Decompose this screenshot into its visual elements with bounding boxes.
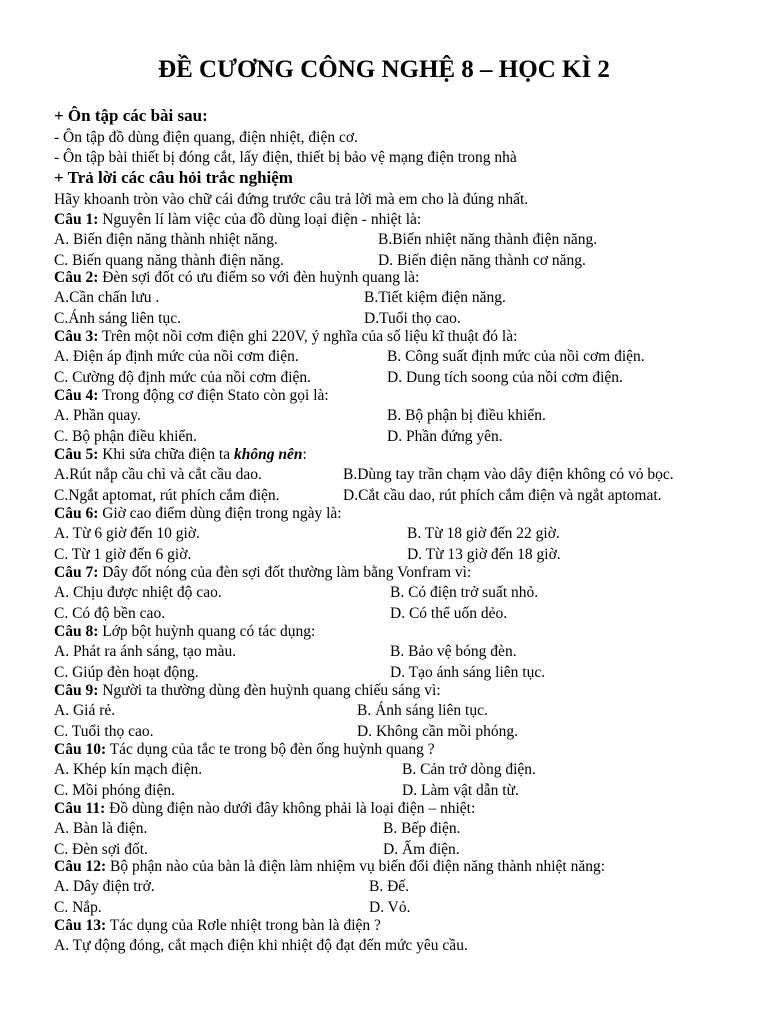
question-text: Khi sửa chữa điện ta [98,446,234,463]
answer-option: D. Ấm điện. [383,841,460,858]
answer-option: C. Từ 1 giờ đến 6 giờ. [54,546,192,563]
question-number: Câu 8: [54,623,99,640]
question-number: Câu 3: [54,328,99,345]
question-number: Câu 1: [54,211,99,228]
review-heading: + Ôn tập các bài sau: [54,106,208,125]
question-text: Trên một nồi cơm điện ghi 220V, ý nghĩa của số liệu kĩ thuật đó là: [98,328,518,345]
question-stem [54,445,307,465]
answer-option: B. Bếp điện. [383,820,461,837]
question-stem [54,327,517,347]
answer-option: D. Không cần mồi phóng. [357,723,519,740]
question-text: Đồ dùng điện nào dưới đây không phải là loại điện – nhiệt: [105,800,476,817]
answer-option: D. Vỏ. [369,899,411,916]
question-emphasis: không nên [233,446,303,463]
question-number: Câu 6: [54,505,99,522]
answer-option: D. Phần đứng yên. [387,428,503,445]
answer-option: C.Ngắt aptomat, rút phích cắm điện. [54,487,280,504]
answer-option: A.Cần chấn lưu . [54,289,160,306]
question-stem [54,504,342,524]
answer-option: A. Bàn là điện. [54,820,148,837]
question-number: Câu 10: [54,741,107,758]
answer-option: D. Dung tích soong của nồi cơm điện. [387,369,623,386]
answer-option: C.Ánh sáng liên tục. [54,310,181,327]
question-text: Dây đốt nóng của đèn sợi đốt thường làm bằng Vonfram vì: [98,564,472,581]
question-number: Câu 11: [54,800,106,817]
review-item: - Ôn tập đồ dùng điện quang, điện nhiệt, điện cơ. [54,129,358,146]
answer-option: C. Nắp. [54,899,102,916]
question-stem [54,268,419,288]
quiz-heading: + Trả lời các câu hỏi trắc nghiệm [54,168,293,187]
question-stem [54,916,381,936]
answer-option: B. Có điện trở suất nhỏ. [390,584,539,601]
answer-option: B. Bộ phận bị điều khiển. [387,407,546,424]
answer-option: B. Bảo vệ bóng đèn. [390,643,517,660]
answer-option: A. Giá rẻ. [54,702,116,719]
question-stem [54,681,441,701]
answer-option: C. Có độ bền cao. [54,605,166,622]
answer-option: C. Tuổi thọ cao. [54,723,154,740]
question-number: Câu 5: [54,446,99,463]
answer-option: D. Tạo ánh sáng liên tục. [390,664,546,681]
question-text: Người ta thường dùng đèn huỳnh quang chiếu sáng vì: [98,682,441,699]
answer-option: B. Cản trở dòng điện. [402,761,536,778]
review-item: - Ôn tập bài thiết bị đóng cắt, lấy điện, thiết bị bảo vệ mạng điện trong nhà [54,149,517,166]
question-text: Đèn sợi đốt có ưu điểm so với đèn huỳnh quang là: [98,269,420,286]
question-number: Câu 4: [54,387,99,404]
answer-option: D. Có thể uốn dẻo. [390,605,508,622]
question-number: Câu 7: [54,564,99,581]
question-text: Tác dụng của tắc te trong bộ đèn ống huỳnh quang ? [106,741,435,758]
answer-option: C. Đèn sợi đốt. [54,841,148,858]
question-text: Trong động cơ điện Stato còn gọi là: [98,387,329,404]
answer-option: D. Từ 13 giờ đến 18 giờ. [407,546,561,563]
answer-option: A. Chịu được nhiệt độ cao. [54,584,222,601]
answer-option: B. Công suất định mức của nồi cơm điện. [387,348,645,365]
question-stem [54,740,435,760]
answer-option: C. Biến quang năng thành điện năng. [54,252,284,269]
answer-option: A. Tự động đóng, cắt mạch điện khi nhiệt độ đạt đến mức yêu cầu. [54,937,468,954]
question-text: Nguyên lí làm việc của đồ dùng loại điện - nhiệt là: [98,211,422,228]
question-stem [54,386,329,406]
question-text: Tác dụng của Rơle nhiệt trong bàn là điện ? [106,917,381,934]
question-stem [54,563,471,583]
question-stem [54,799,475,819]
answer-option: A. Phần quay. [54,407,141,424]
question-stem [54,210,421,230]
answer-option: A. Khép kín mạch điện. [54,761,203,778]
answer-option: C. Giúp đèn hoạt động. [54,664,199,681]
question-number: Câu 13: [54,917,107,934]
question-stem [54,622,315,642]
answer-option: D. Biến điện năng thành cơ năng. [378,252,586,269]
answer-option: D. Làm vật dẫn từ. [402,782,519,799]
answer-option: C. Cường độ định mức của nồi cơm điện. [54,369,312,386]
answer-option: B. Từ 18 giờ đến 22 giờ. [407,525,560,542]
answer-option: A. Phát ra ánh sáng, tạo màu. [54,643,237,660]
question-tail: : [302,446,307,463]
question-number: Câu 2: [54,269,99,286]
document-title: ĐỀ CƯƠNG CÔNG NGHỆ 8 – HỌC KÌ 2 [158,56,610,83]
question-number: Câu 12: [54,858,107,875]
answer-option: A. Biến điện năng thành nhiệt năng. [54,231,278,248]
quiz-instruction: Hãy khoanh tròn vào chữ cái đứng trước câu trả lời mà em cho là đúng nhất. [54,191,529,208]
answer-option: B. Ánh sáng liên tục. [357,702,488,719]
answer-option: D.Cắt cầu dao, rút phích cắm điện và ngắt aptomat. [343,487,662,504]
question-text: Lớp bột huỳnh quang có tác dụng: [98,623,316,640]
question-text: Bộ phận nào của bàn là điện làm nhiệm vụ biến đổi điện năng thành nhiệt năng: [106,858,606,875]
answer-option: B.Tiết kiệm điện năng. [364,289,506,306]
question-stem [54,857,605,877]
answer-option: A. Điện áp định mức của nồi cơm điện. [54,348,299,365]
answer-option: B.Dùng tay trần chạm vào dây điện không có vỏ bọc. [343,466,674,483]
answer-option: B. Đế. [369,878,410,895]
question-text: Giờ cao điểm dùng điện trong ngày là: [98,505,342,522]
answer-option: A. Dây điện trở. [54,878,155,895]
answer-option: C. Mồi phóng điện. [54,782,175,799]
question-number: Câu 9: [54,682,99,699]
answer-option: D.Tuổi thọ cao. [364,310,461,327]
answer-option: B.Biến nhiệt năng thành điện năng. [378,231,598,248]
answer-option: C. Bộ phận điều khiển. [54,428,197,445]
answer-option: A.Rút nắp cầu chì và cắt cầu dao. [54,466,262,483]
answer-option: A. Từ 6 giờ đến 10 giờ. [54,525,200,542]
